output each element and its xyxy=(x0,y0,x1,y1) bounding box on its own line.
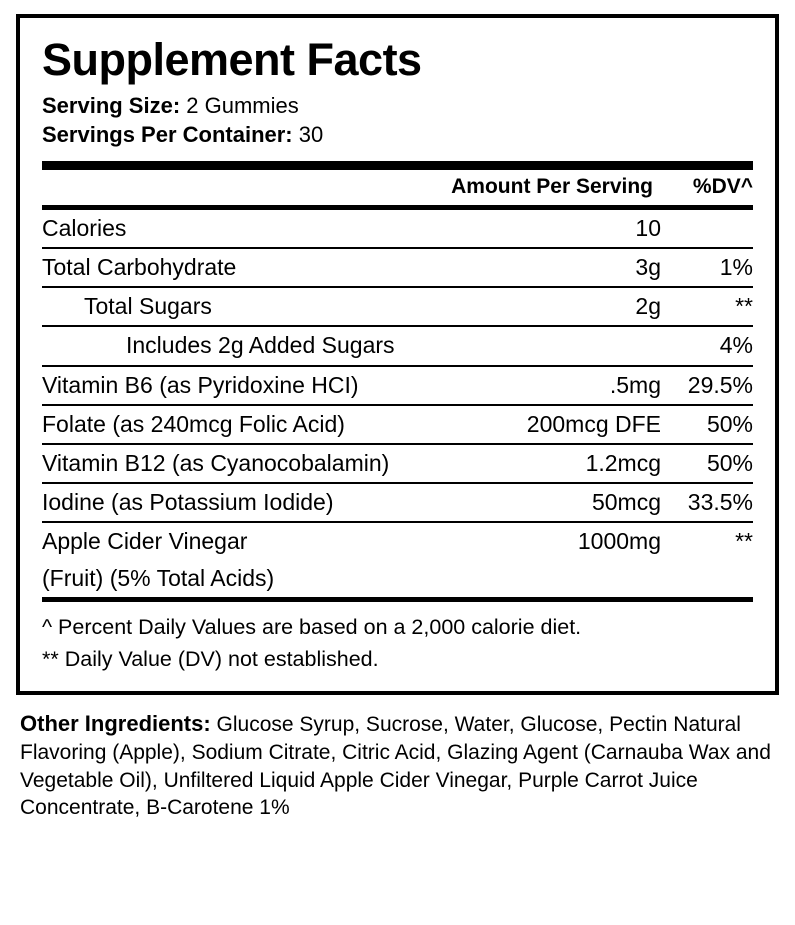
footnotes xyxy=(42,602,753,674)
table-row xyxy=(42,248,753,287)
row-amount: .5mg xyxy=(430,366,661,405)
row-name: Vitamin B12 (as Cyanocobalamin) xyxy=(42,444,430,483)
row-name: Vitamin B6 (as Pyridoxine HCI) xyxy=(42,366,430,405)
row-name: Iodine (as Potassium Iodide) xyxy=(42,483,430,522)
row-amount: 50mcg xyxy=(430,483,661,522)
table-row xyxy=(42,560,753,597)
row-dv: ** xyxy=(661,287,753,326)
row-name: Includes 2g Added Sugars xyxy=(42,326,430,365)
row-name: Total Sugars xyxy=(42,287,430,326)
row-amount: 3g xyxy=(430,248,661,287)
row-dv xyxy=(661,560,753,597)
servings-per-container-value: 30 xyxy=(298,122,324,148)
servings-per-container-label: Servings Per Container: xyxy=(42,122,293,148)
servings-per-container-line xyxy=(42,120,753,149)
table-header-row xyxy=(42,170,753,207)
row-dv: 50% xyxy=(661,444,753,483)
row-amount: 1.2mcg xyxy=(430,444,661,483)
panel-title: Supplement Facts xyxy=(42,34,422,85)
row-dv: 4% xyxy=(661,326,753,365)
other-ingredients-label: Other Ingredients: xyxy=(20,710,211,736)
row-amount: 2g xyxy=(430,287,661,326)
table-row xyxy=(42,208,753,249)
row-dv: 33.5% xyxy=(661,483,753,522)
row-amount: 1000mg xyxy=(430,522,661,560)
table-row xyxy=(42,366,753,405)
table-row xyxy=(42,522,753,560)
divider-thick-top xyxy=(42,161,753,170)
row-amount xyxy=(430,560,661,597)
other-ingredients-text: Glucose Syrup, Sucrose, Water, Glucose, Pectin Natural Flavoring (Apple), Sodium Citrate, Citric Acid, Glazing Agent (Carnauba Wax and Vegetable Oil), Unfiltered Liquid Apple Cider Vinegar, Purple Carrot Juice Concentrate, B-Carotene 1% xyxy=(20,712,771,820)
header-blank xyxy=(42,170,430,207)
header-amount-per-serving: Amount Per Serving xyxy=(451,175,653,199)
row-dv: 1% xyxy=(661,248,753,287)
row-name: Apple Cider Vinegar xyxy=(42,522,430,560)
row-amount: 10 xyxy=(430,208,661,249)
row-name: Calories xyxy=(42,208,430,249)
serving-size-label: Serving Size: xyxy=(42,93,181,119)
table-row xyxy=(42,287,753,326)
table-row xyxy=(42,483,753,522)
row-dv: 50% xyxy=(661,405,753,444)
row-dv: 29.5% xyxy=(661,366,753,405)
table-row xyxy=(42,326,753,365)
nutrition-table xyxy=(42,170,753,597)
table-row xyxy=(42,444,753,483)
footnote-dv-not-established: ** Daily Value (DV) not established. xyxy=(42,646,379,671)
serving-size-value: 2 Gummies xyxy=(186,93,299,119)
row-name: Folate (as 240mcg Folic Acid) xyxy=(42,405,430,444)
table-row xyxy=(42,405,753,444)
header-dv: %DV^ xyxy=(692,175,753,199)
row-dv xyxy=(661,208,753,249)
row-dv: ** xyxy=(661,522,753,560)
supplement-facts-panel xyxy=(16,14,779,695)
other-ingredients-section xyxy=(16,695,779,823)
row-amount: 200mcg DFE xyxy=(430,405,661,444)
row-amount xyxy=(430,326,661,365)
serving-size-line xyxy=(42,91,753,120)
footnote-daily-value-basis: ^ Percent Daily Values are based on a 2,000 calorie diet. xyxy=(42,615,582,640)
row-name: (Fruit) (5% Total Acids) xyxy=(42,565,275,592)
row-name: Total Carbohydrate xyxy=(42,248,430,287)
